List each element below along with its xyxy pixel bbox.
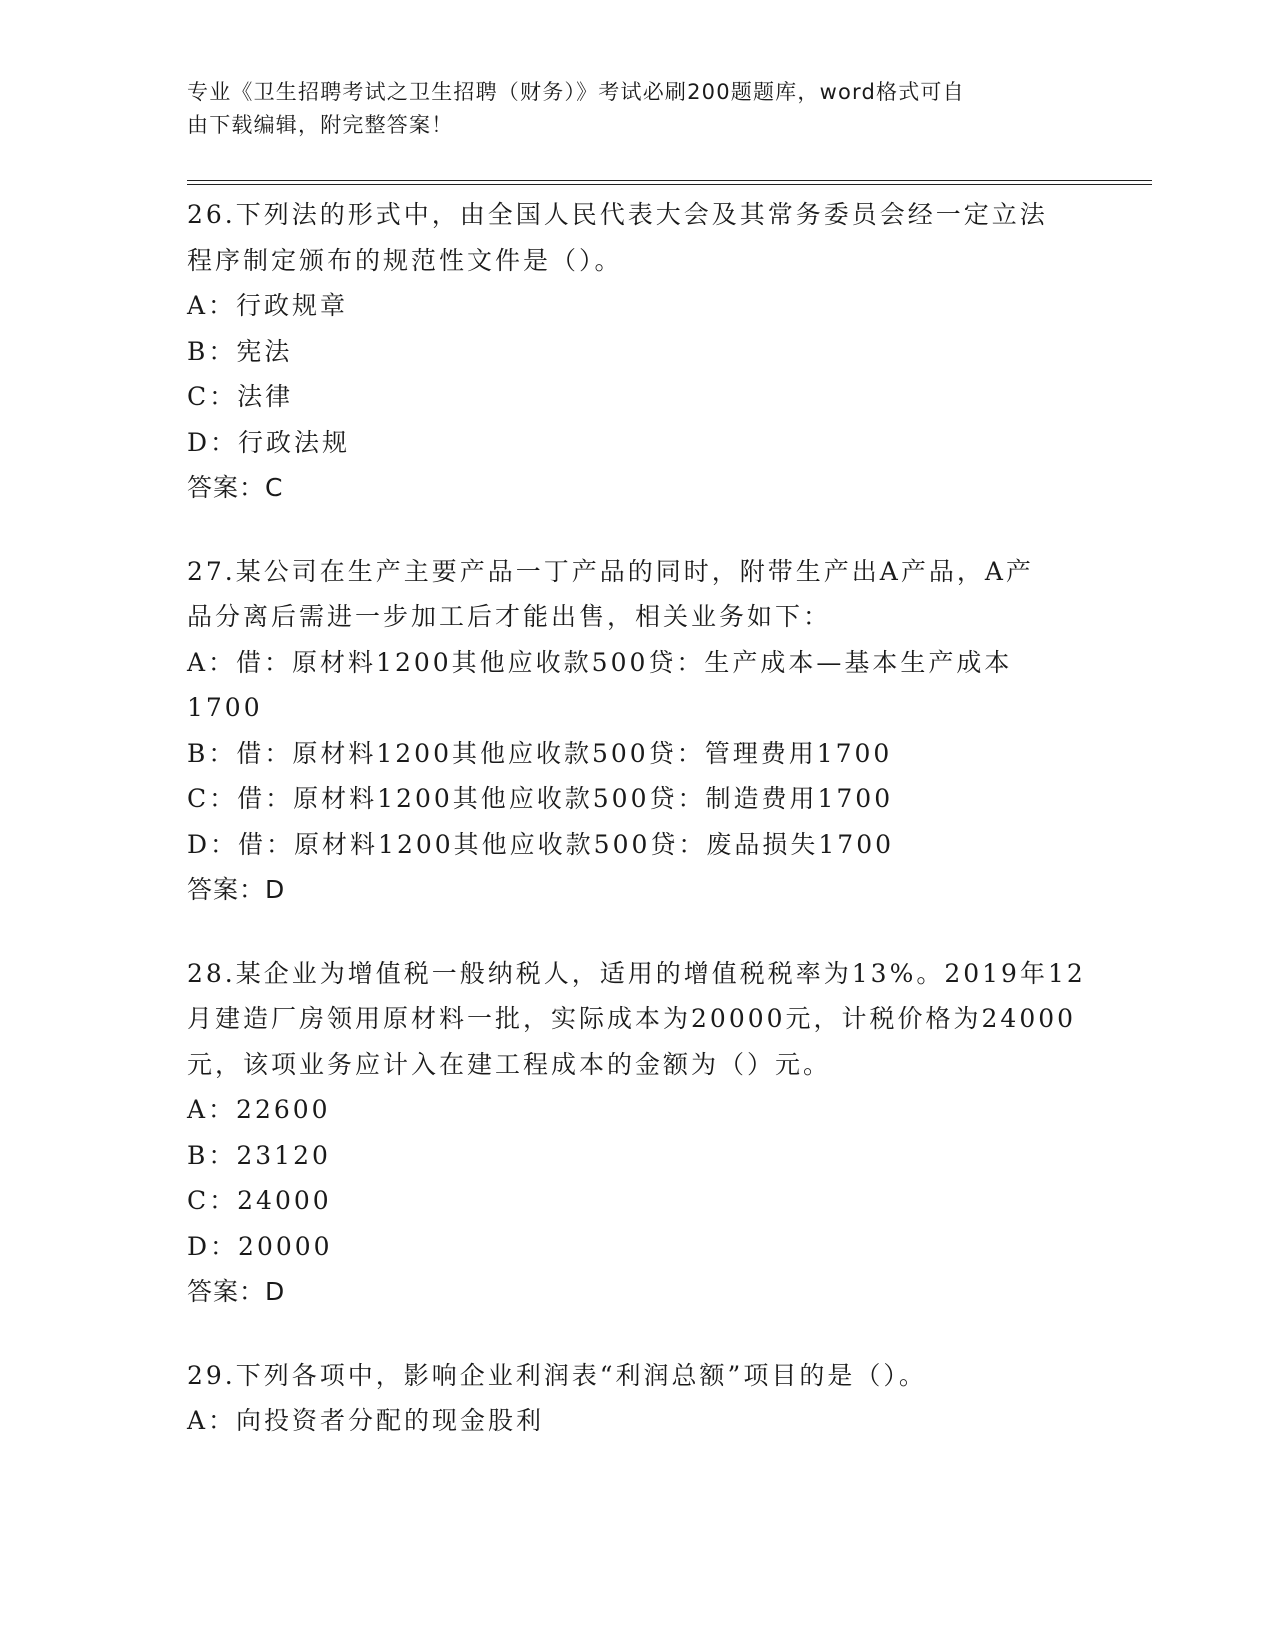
option-a: A：向投资者分配的现金股利	[187, 1406, 545, 1435]
answer: 答案：D	[187, 875, 286, 904]
answer: 答案：D	[187, 1277, 286, 1306]
question-stem: 29.下列各项中，影响企业利润表“利润总额”项目的是（）。	[187, 1360, 927, 1390]
option-c: C：法律	[187, 382, 294, 411]
option-b: B：宪法	[187, 336, 293, 366]
question-29	[187, 1353, 1147, 1444]
question-stem: 27.某公司在生产主要产品一丁产品的同时，附带生产出A产品，A产	[187, 556, 1034, 586]
question-stem: 程序制定颁布的规范性文件是（）。	[187, 245, 623, 275]
question-list	[187, 192, 1147, 1482]
option-a: A：行政规章	[187, 291, 349, 320]
header-divider	[187, 184, 1152, 185]
question-stem: 月建造厂房领用原材料一批，实际成本为20000元，计税价格为24000	[187, 1004, 1077, 1033]
option-b: B：23120	[187, 1140, 331, 1170]
header-line: 专业《卫生招聘考试之卫生招聘（财务）》考试必刷200题题库，word格式可自	[187, 80, 965, 104]
option-a: A：22600	[187, 1095, 331, 1124]
option-a-continued: 1700	[187, 693, 263, 722]
option-d: D：借：原材料1200其他应收款500贷：废品损失1700	[187, 829, 895, 859]
question-stem: 品分离后需进一步加工后才能出售，相关业务如下：	[187, 602, 832, 631]
option-c: C：借：原材料1200其他应收款500贷：制造费用1700	[187, 784, 894, 813]
answer: 答案：C	[187, 473, 284, 502]
option-d: D：20000	[187, 1231, 333, 1261]
option-b: B：借：原材料1200其他应收款500贷：管理费用1700	[187, 738, 893, 768]
question-26	[187, 192, 1147, 511]
question-stem: 元，该项业务应计入在建工程成本的金额为（）元。	[187, 1049, 832, 1079]
document-header	[187, 76, 1107, 142]
question-stem: 28.某企业为增值税一般纳税人，适用的增值税税率为13%。2019年12	[187, 958, 1086, 988]
question-28	[187, 951, 1147, 1315]
header-line: 由下载编辑，附完整答案！	[187, 113, 454, 137]
option-d: D：行政法规	[187, 427, 351, 457]
question-27	[187, 549, 1147, 913]
question-stem: 26.下列法的形式中，由全国人民代表大会及其常务委员会经一定立法	[187, 200, 1048, 229]
option-c: C：24000	[187, 1186, 332, 1215]
header-divider	[187, 180, 1152, 181]
option-a: A：借：原材料1200其他应收款500贷：生产成本—基本生产成本	[187, 647, 1013, 677]
